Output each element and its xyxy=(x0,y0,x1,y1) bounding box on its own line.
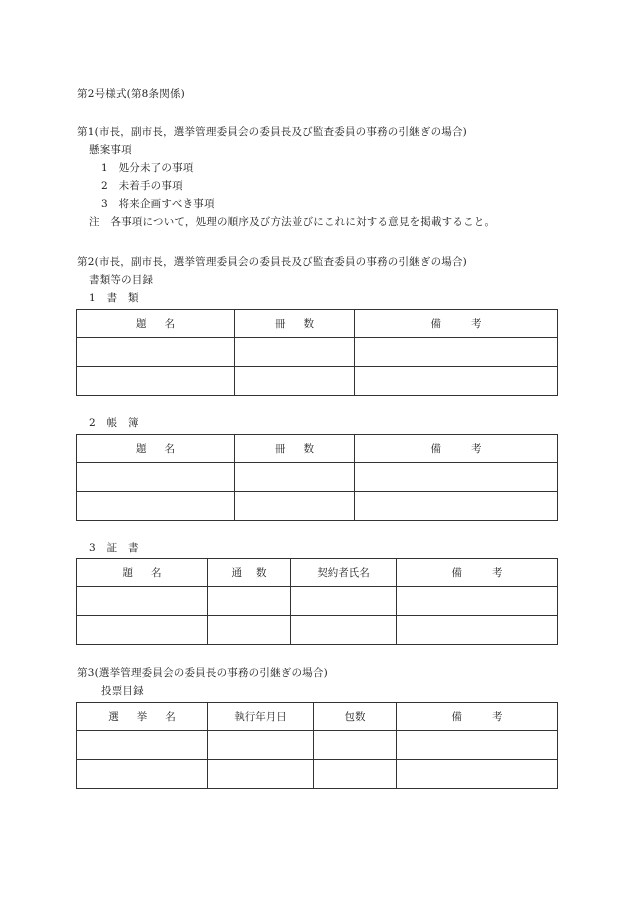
section1-item-2: 2 未着手の事項 xyxy=(101,180,183,192)
table-cell[interactable] xyxy=(235,367,355,396)
table-header-row xyxy=(77,703,558,731)
table-row xyxy=(77,587,558,616)
column-header-date: 執行年月日 xyxy=(208,703,314,731)
certificates-table xyxy=(76,558,558,645)
section1-item-1: 1 処分未了の事項 xyxy=(101,162,194,174)
documents-table xyxy=(76,309,558,396)
table-cell[interactable] xyxy=(235,338,355,367)
table-header-row xyxy=(77,310,558,338)
table-cell[interactable] xyxy=(397,760,558,789)
table-cell[interactable] xyxy=(291,587,397,616)
column-header-title: 題名 xyxy=(77,435,235,463)
table-cell[interactable] xyxy=(314,760,397,789)
ballots-table xyxy=(76,702,558,789)
table-cell[interactable] xyxy=(235,492,355,521)
table-row xyxy=(77,338,558,367)
section2-subheading: 書類等の目録 xyxy=(89,274,154,286)
column-header-contractor: 契約者氏名 xyxy=(291,559,397,587)
form-title: 第2号様式(第8条関係) xyxy=(77,88,185,100)
table-header-row xyxy=(77,559,558,587)
table-cell[interactable] xyxy=(77,463,235,492)
table1-caption: 1 書 類 xyxy=(89,292,139,304)
table-cell[interactable] xyxy=(355,367,558,396)
column-header-remarks: 備考 xyxy=(397,703,558,731)
table-row xyxy=(77,616,558,645)
column-header-title: 題名 xyxy=(77,310,235,338)
section3-subheading: 投票目録 xyxy=(101,685,144,697)
section3-heading: 第3(選挙管理委員会の委員長の事務の引継ぎの場合) xyxy=(77,667,328,679)
table-row xyxy=(77,492,558,521)
table-cell[interactable] xyxy=(314,731,397,760)
table-header-row xyxy=(77,435,558,463)
column-header-count: 通数 xyxy=(208,559,291,587)
table-cell[interactable] xyxy=(397,587,558,616)
column-header-election: 選挙名 xyxy=(77,703,208,731)
table-cell[interactable] xyxy=(77,616,208,645)
column-header-remarks: 備考 xyxy=(355,435,558,463)
table-cell[interactable] xyxy=(208,760,314,789)
column-header-count: 冊数 xyxy=(235,310,355,338)
table-cell[interactable] xyxy=(77,587,208,616)
table-cell[interactable] xyxy=(77,338,235,367)
table-cell[interactable] xyxy=(208,587,291,616)
table-cell[interactable] xyxy=(235,463,355,492)
table-cell[interactable] xyxy=(77,367,235,396)
table-cell[interactable] xyxy=(355,492,558,521)
table-cell[interactable] xyxy=(397,731,558,760)
section1-subheading: 懸案事項 xyxy=(89,144,132,156)
table-cell[interactable] xyxy=(291,616,397,645)
table3-caption: 3 証 書 xyxy=(89,542,139,554)
section1-note: 注 各事項について，処理の順序及び方法並びにこれに対する意見を掲載すること。 xyxy=(89,216,496,228)
column-header-remarks: 備考 xyxy=(355,310,558,338)
table2-caption: 2 帳 簿 xyxy=(89,417,139,429)
table-row xyxy=(77,760,558,789)
section1-item-3: 3 将来企画すべき事項 xyxy=(101,198,215,210)
section2-heading: 第2(市長，副市長，選挙管理委員会の委員長及び監査委員の事務の引継ぎの場合) xyxy=(77,256,467,268)
column-header-title: 題名 xyxy=(77,559,208,587)
table-row xyxy=(77,731,558,760)
ledgers-table xyxy=(76,434,558,521)
column-header-count: 冊数 xyxy=(235,435,355,463)
table-row xyxy=(77,463,558,492)
table-cell[interactable] xyxy=(208,731,314,760)
table-cell[interactable] xyxy=(208,616,291,645)
table-cell[interactable] xyxy=(77,731,208,760)
section1-heading: 第1(市長，副市長，選挙管理委員会の委員長及び監査委員の事務の引継ぎの場合) xyxy=(77,126,467,138)
table-cell[interactable] xyxy=(77,492,235,521)
column-header-remarks: 備考 xyxy=(397,559,558,587)
table-cell[interactable] xyxy=(355,463,558,492)
table-row xyxy=(77,367,558,396)
table-cell[interactable] xyxy=(77,760,208,789)
column-header-packages: 包数 xyxy=(314,703,397,731)
table-cell[interactable] xyxy=(355,338,558,367)
table-cell[interactable] xyxy=(397,616,558,645)
